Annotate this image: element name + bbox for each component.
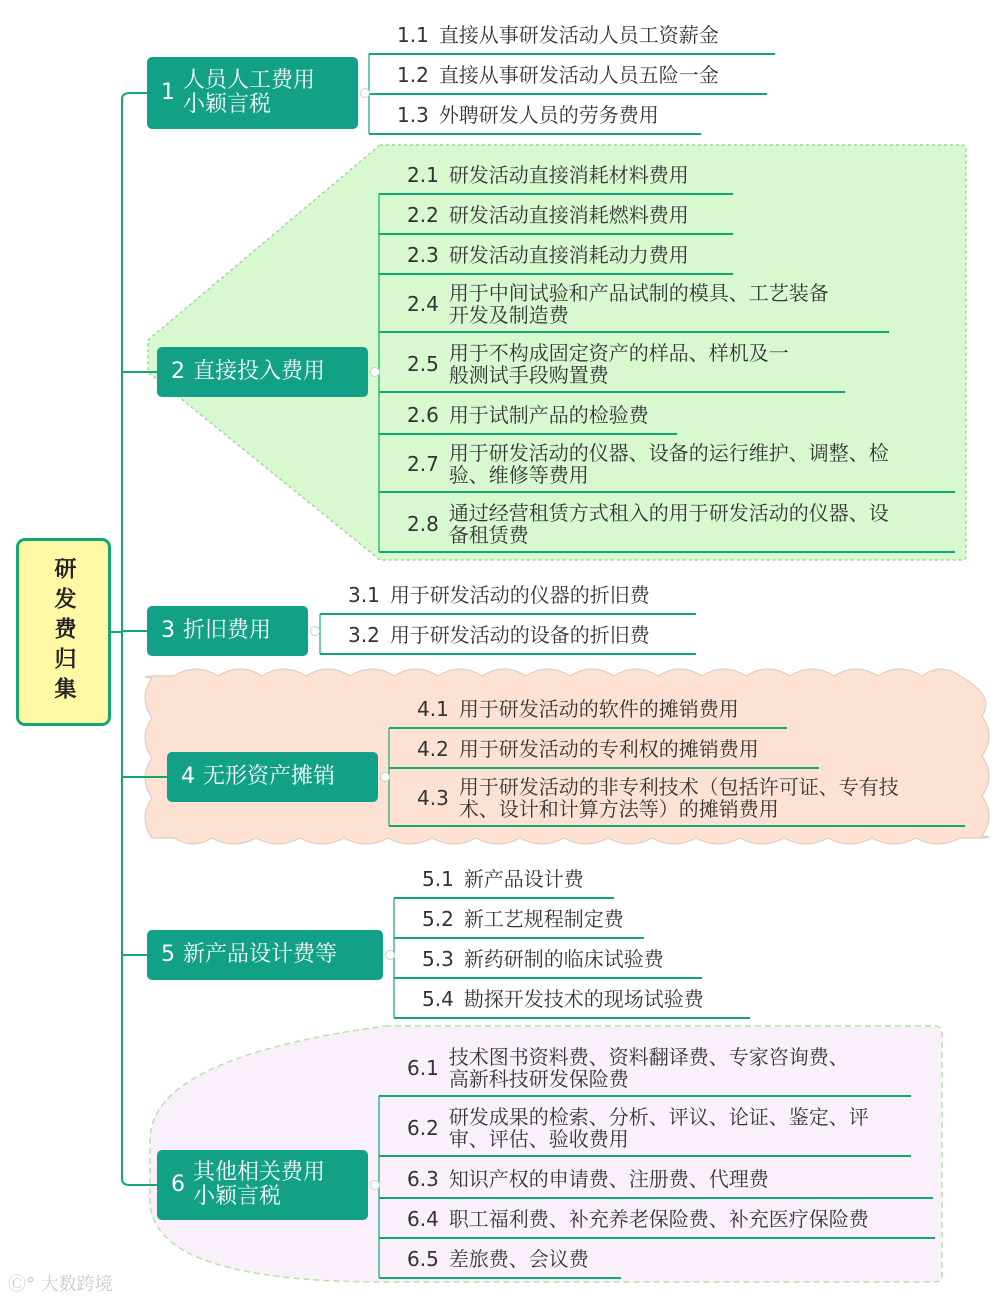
leaf-node-4.2[interactable] <box>389 730 819 768</box>
leaf-number: 2.5 <box>407 352 439 376</box>
leaf-text: 技术图书资料费、资料翻译费、专家咨询费、 高新科技研发保险费 <box>448 1045 849 1091</box>
leaf-text: 研发活动直接消耗动力费用 <box>448 243 689 267</box>
leaf-node-2.8[interactable] <box>379 496 955 552</box>
leaf-text: 差旅费、会议费 <box>448 1247 589 1271</box>
leaf-node-1.3[interactable] <box>369 96 701 134</box>
leaf-node-2.1[interactable] <box>379 156 733 194</box>
watermark-logo-icon: Ⓒ° <box>8 1274 35 1295</box>
leaf-node-2.2[interactable] <box>379 196 733 234</box>
leaf-number: 3.1 <box>348 583 380 607</box>
leaf-text: 用于研发活动的非专利技术（包括许可证、专有技 术、设计和计算方法等）的摊销费用 <box>458 775 899 821</box>
leaf-number: 2.3 <box>407 243 439 267</box>
branch-label: 无形资产摊销 <box>203 764 336 789</box>
leaf-text: 外聘研发人员的劳务费用 <box>438 103 659 127</box>
leaf-node-2.4[interactable] <box>379 276 889 332</box>
branch-label: 其他相关费用 小颖言税 <box>193 1160 326 1209</box>
branch-node-6[interactable] <box>157 1150 368 1220</box>
leaf-text: 研发成果的检索、分析、评议、论证、鉴定、评 审、评估、验收费用 <box>448 1105 869 1151</box>
connector <box>122 93 147 99</box>
connector <box>122 1179 157 1185</box>
leaf-text: 知识产权的申请费、注册费、代理费 <box>448 1167 769 1191</box>
leaf-number: 1.3 <box>397 103 429 127</box>
leaf-text: 用于研发活动的软件的摊销费用 <box>458 697 739 721</box>
leaf-node-6.3[interactable] <box>379 1160 933 1198</box>
leaf-node-5.3[interactable] <box>394 940 702 978</box>
leaf-text: 用于试制产品的检验费 <box>448 403 649 427</box>
leaf-number: 6.3 <box>407 1167 439 1191</box>
leaf-text: 新产品设计费 <box>463 867 584 891</box>
leaf-number: 4.2 <box>417 737 449 761</box>
branch-label: 直接投入费用 <box>193 359 326 384</box>
leaf-node-5.1[interactable] <box>394 860 614 898</box>
leaf-number: 1.2 <box>397 63 429 87</box>
leaf-node-5.4[interactable] <box>394 980 750 1018</box>
leaf-text: 勘探开发技术的现场试验费 <box>463 987 704 1011</box>
leaf-node-6.4[interactable] <box>379 1200 935 1238</box>
branch-number: 1 <box>161 80 175 105</box>
leaf-node-1.2[interactable] <box>369 56 767 94</box>
collapse-toggle-icon[interactable] <box>310 626 320 636</box>
leaf-node-2.5[interactable] <box>379 336 845 392</box>
leaf-text: 直接从事研发活动人员五险一金 <box>438 63 719 87</box>
leaf-text: 用于研发活动的专利权的摊销费用 <box>458 737 759 761</box>
leaf-number: 4.3 <box>417 786 449 810</box>
leaf-number: 5.3 <box>422 947 454 971</box>
leaf-node-6.2[interactable] <box>379 1100 911 1156</box>
leaf-number: 1.1 <box>397 23 429 47</box>
watermark <box>8 1270 113 1296</box>
leaf-number: 5.1 <box>422 867 454 891</box>
branch-label: 人员人工费用 小颖言税 <box>183 68 316 117</box>
root-label: 研发费归集 <box>51 557 76 707</box>
leaf-text: 直接从事研发活动人员工资薪金 <box>438 23 719 47</box>
leaf-node-6.1[interactable] <box>379 1040 911 1096</box>
leaf-text: 研发活动直接消耗燃料费用 <box>448 203 689 227</box>
leaf-number: 3.2 <box>348 623 380 647</box>
branch-node-2[interactable] <box>157 347 368 397</box>
leaf-text: 新药研制的临床试验费 <box>463 947 664 971</box>
leaf-number: 6.1 <box>407 1056 439 1080</box>
leaf-number: 6.5 <box>407 1247 439 1271</box>
leaf-node-2.7[interactable] <box>379 436 955 492</box>
leaf-number: 2.4 <box>407 292 439 316</box>
leaf-node-3.1[interactable] <box>320 576 696 614</box>
leaf-number: 2.1 <box>407 163 439 187</box>
leaf-text: 用于研发活动的设备的折旧费 <box>389 623 650 647</box>
leaf-number: 6.4 <box>407 1207 439 1231</box>
branch-node-5[interactable] <box>147 930 383 980</box>
leaf-number: 5.2 <box>422 907 454 931</box>
branch-number: 5 <box>161 942 175 967</box>
leaf-number: 2.6 <box>407 403 439 427</box>
leaf-text: 职工福利费、补充养老保险费、补充医疗保险费 <box>448 1207 869 1231</box>
branch-number: 2 <box>171 359 185 384</box>
branch-label: 新产品设计费等 <box>183 942 338 967</box>
leaf-node-2.6[interactable] <box>379 396 677 434</box>
leaf-number: 2.2 <box>407 203 439 227</box>
leaf-number: 5.4 <box>422 987 454 1011</box>
leaf-number: 2.8 <box>407 512 439 536</box>
leaf-node-4.1[interactable] <box>389 690 787 728</box>
leaf-node-3.2[interactable] <box>320 616 696 654</box>
leaf-text: 用于研发活动的仪器、设备的运行维护、调整、检 验、维修等费用 <box>448 441 889 487</box>
leaf-node-5.2[interactable] <box>394 900 644 938</box>
root-node[interactable] <box>16 538 111 726</box>
branch-number: 6 <box>171 1172 185 1197</box>
branch-number: 3 <box>161 618 175 643</box>
branch-node-1[interactable] <box>147 57 358 129</box>
branch-number: 4 <box>181 764 195 789</box>
leaf-number: 4.1 <box>417 697 449 721</box>
leaf-text: 用于研发活动的仪器的折旧费 <box>389 583 650 607</box>
leaf-text: 用于不构成固定资产的样品、样机及一 般测试手段购置费 <box>448 341 789 387</box>
branch-node-3[interactable] <box>147 606 308 656</box>
leaf-number: 2.7 <box>407 452 439 476</box>
watermark-text: 大数跨境 <box>40 1274 113 1295</box>
leaf-text: 用于中间试验和产品试制的模具、工艺装备 开发及制造费 <box>448 281 829 327</box>
leaf-text: 新工艺规程制定费 <box>463 907 624 931</box>
leaf-node-2.3[interactable] <box>379 236 733 274</box>
leaf-text: 通过经营租赁方式租入的用于研发活动的仪器、设 备租赁费 <box>448 501 889 547</box>
leaf-text: 研发活动直接消耗材料费用 <box>448 163 689 187</box>
leaf-node-6.5[interactable] <box>379 1240 621 1278</box>
branch-label: 折旧费用 <box>183 618 272 643</box>
leaf-node-4.3[interactable] <box>389 770 965 826</box>
branch-node-4[interactable] <box>167 752 378 802</box>
leaf-number: 6.2 <box>407 1116 439 1140</box>
leaf-node-1.1[interactable] <box>369 16 775 54</box>
